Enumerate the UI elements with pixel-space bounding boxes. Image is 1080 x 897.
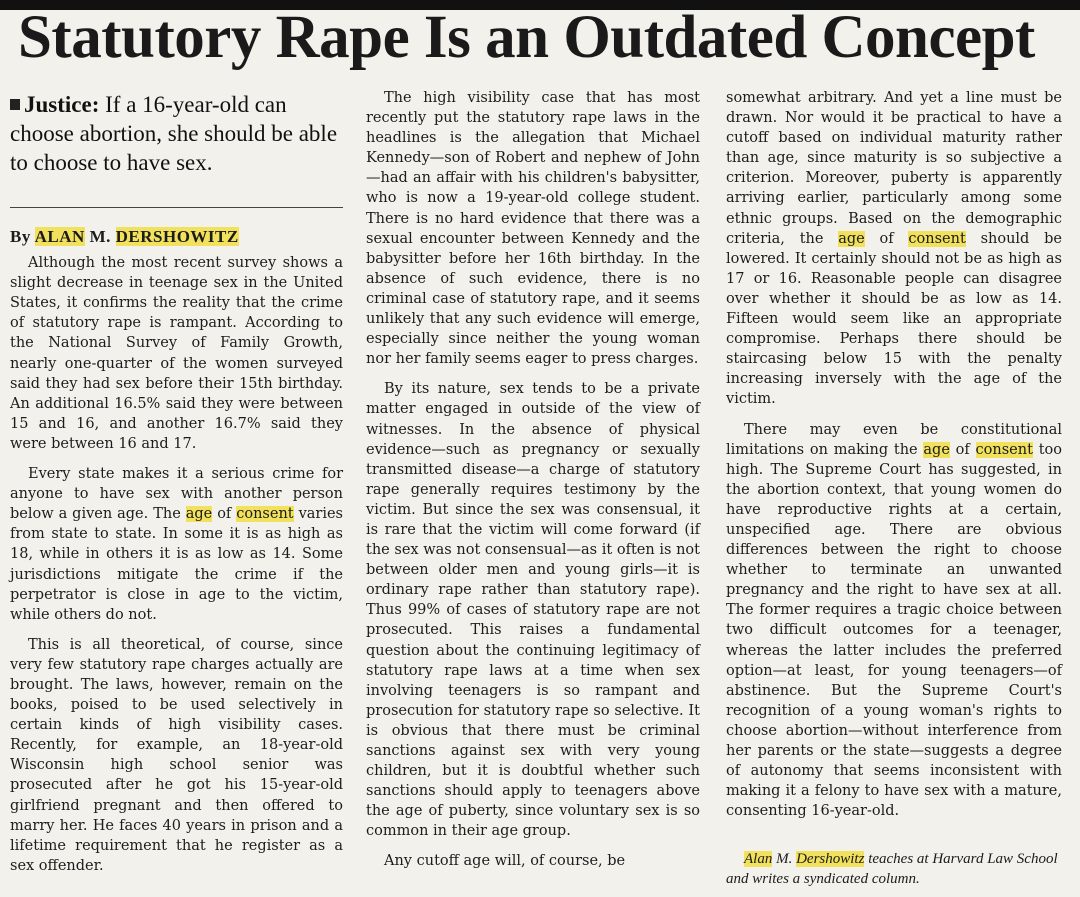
paragraph bbox=[726, 420, 1062, 822]
text-run: Every state makes it a serious crime for anyone to have sex with another person below a given age. The bbox=[10, 466, 343, 523]
text-run: too high. The Supreme Court has suggested, in the abortion context, that young women do have reproductive rights at a certain, unspecified age. There are obvious differences between the right to choose whether to terminate an unwanted pregnancy and the right to have sex at all. The former requires a tragic choice between two difficult outcomes for a teenager, whereas the latter includes the preferred option—at least, for young teenagers—of abstinence. But the Supreme Court's recognition of a young woman's rights to choose abortion—without interference from her parents or the state—suggests a degree of autonomy that seems inconsistent with making it a felony to have sex with a mature, consenting 16-year-old. bbox=[726, 441, 1062, 820]
byline-middle: M. bbox=[84, 227, 116, 246]
square-bullet-icon bbox=[10, 99, 20, 110]
highlight-age: age bbox=[923, 441, 950, 458]
paragraph: This is all theoretical, of course, since very few statutory rape charges actually are brought. The laws, however, remain on the books, poised to be used selectively in certain kinds of high visibility cases. Recently, for example, an 18-year-old Wisconsin high school senior was prosecuted after he got his 15-year-old girlfriend pregnant and then offered to marry her. He faces 40 years in prison and a lifetime requirement that he register as a sex offender. bbox=[10, 636, 343, 874]
tagline-first-name: Alan bbox=[744, 851, 773, 868]
paragraph bbox=[10, 464, 343, 625]
highlight-age: age bbox=[185, 506, 213, 523]
column-3 bbox=[726, 88, 1062, 889]
author-tagline bbox=[726, 849, 1062, 889]
paragraph bbox=[726, 88, 1062, 410]
text-run: teaches at Harvard Law School and writes a syndicated column. bbox=[726, 851, 1058, 888]
column-1 bbox=[10, 88, 343, 886]
text-run: should be lowered. It certainly should not be as high as 17 or 16. Reasonable people can disagree over whether it should be as low as 14. Fifteen would seem like an appropriate compromise. Perhaps there should be staircasing below 15 with the penalty increasing inversely with the age of the victim. bbox=[726, 230, 1062, 408]
column-2 bbox=[366, 88, 700, 882]
byline-by: By bbox=[10, 227, 35, 246]
paragraph: Any cutoff age will, of course, be bbox=[384, 853, 626, 870]
byline-first-name: ALAN bbox=[34, 227, 85, 246]
highlight-consent: consent bbox=[236, 506, 294, 523]
highlight-consent: consent bbox=[975, 441, 1033, 458]
paragraph: By its nature, sex tends to be a private matter engaged in outside of the view of witnesses. In the absence of physical evidence—such as pregnancy or sexually transmitted disease—a charge of statutory rape generally requires testimony by the victim. But since the sex was consensual, it is rare that the victim will come forward (if the sex was not consensual—as it often is not between older men and young girls—it is ordinary rape rather than statutory rape). Thus 99% of cases of statutory rape are not prosecuted. This raises a fundamental question about the continuing legitimacy of statutory rape laws at a time when sex involving teenagers is so rampant and prosecution for statutory rape so selective. It is obvious that there must be criminal sanctions against sex with very young children, but it is doubtful whether such sanctions should apply to teenagers above the age of puberty, since voluntary sex is so common in their age group. bbox=[366, 381, 700, 840]
headline: Statutory Rape Is an Outdated Concept bbox=[18, 4, 1035, 71]
highlight-consent: consent bbox=[908, 230, 966, 247]
deck bbox=[10, 90, 343, 177]
paragraph: Although the most recent survey shows a slight decrease in teenage sex in the United States, it confirms the reality that the crime of statutory rape is rampant. According to the National Survey of Family Growth, nearly one-quarter of the women surveyed said they had sex before their 15th birthday. An additional 16.5% said they were between 15 and 16, and another 16.7% said they were between 16 and 17. bbox=[10, 255, 343, 452]
paragraph: The high visibility case that has most recently put the statutory rape laws in the headlines is the allegation that Michael Kennedy—son of Robert and nephew of John—had an affair with his children's babysitter, who is now a 19-year-old college student. There is no hard evidence that there was a sexual encounter between Kennedy and the babysitter before her 16th birthday. In the absence of such evidence, there is no criminal case of statutory rape, and it seems unlikely that any such evidence will emerge, especially since neither the young woman nor her family seems eager to press charges. bbox=[366, 90, 700, 368]
text-run: of bbox=[864, 230, 909, 247]
deck-text: If a 16-year-old can choose abortion, she should be able to choose to have sex. bbox=[10, 92, 338, 175]
tagline-last-name: Dershowitz bbox=[796, 851, 865, 868]
text-run: M. bbox=[772, 851, 797, 868]
text-run: varies from state to state. In some it is as high as 18, while in others it is as low as 14. Some jurisdictions mitigate the crime if the perpetrator is close in age to the victim, while others do not. bbox=[10, 506, 343, 623]
text-run: somewhat arbitrary. And yet a line must be drawn. Nor would it be practical to have a cutoff based on individual maturity rather than age, since maturity is so subjective a criterion. Moreover, puberty is apparently arriving earlier, particularly among some ethnic groups. Based on the demographic criteria, the bbox=[726, 90, 1062, 247]
byline-last-name: DERSHOWITZ bbox=[115, 227, 239, 246]
text-run: of bbox=[949, 441, 976, 458]
byline bbox=[10, 227, 343, 247]
highlight-age: age bbox=[838, 230, 865, 247]
divider-rule bbox=[10, 207, 343, 208]
text-run: There may even be constitutional limitations on making the bbox=[726, 421, 1062, 458]
text-run: of bbox=[212, 506, 237, 523]
deck-label: Justice: bbox=[24, 92, 100, 117]
